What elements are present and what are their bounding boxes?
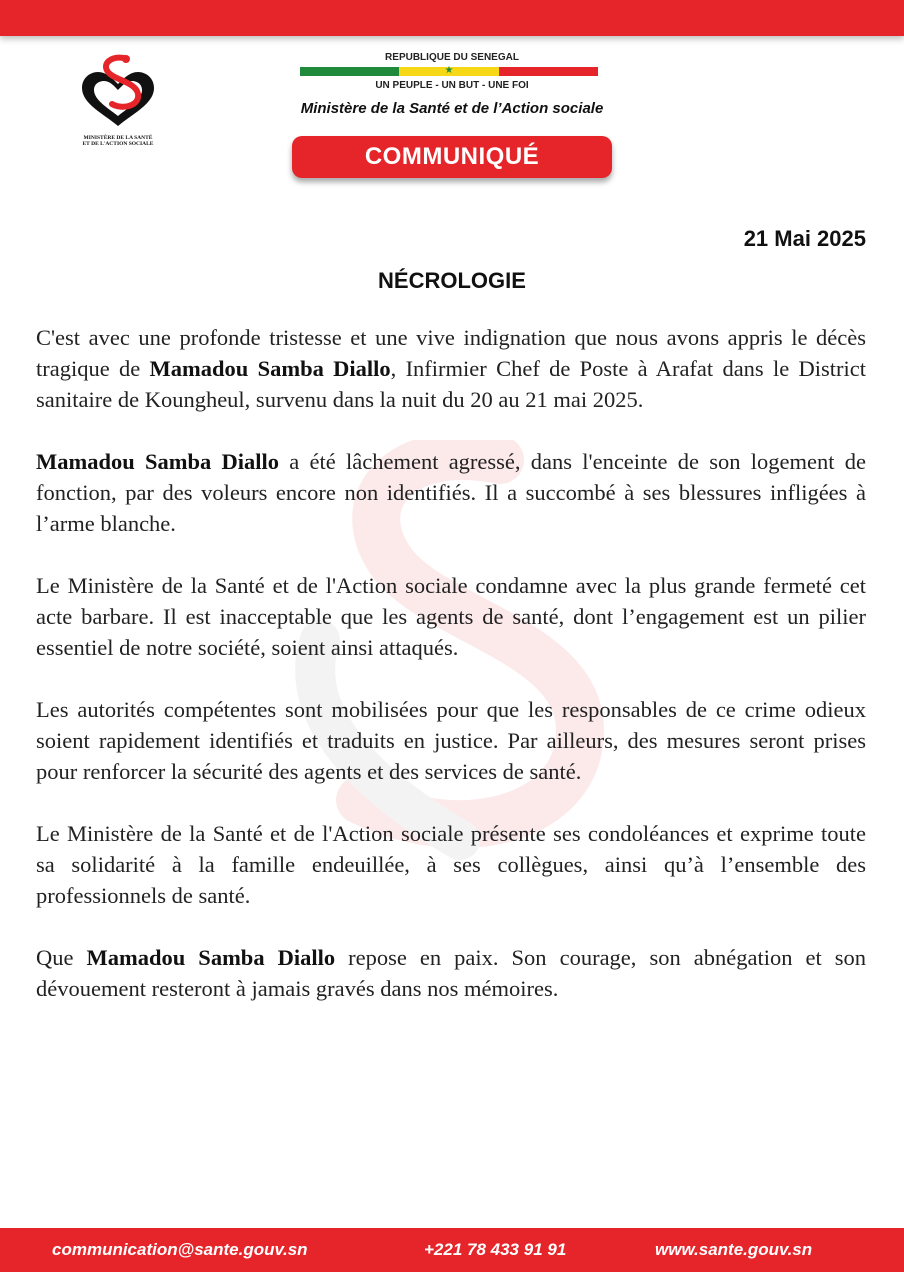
republic-label: REPUBLIQUE DU SENEGAL: [385, 52, 519, 63]
ministry-name: Ministère de la Santé et de l’Action sociale: [300, 100, 604, 117]
logo-caption-line-2: ET DE L'ACTION SOCIALE: [82, 141, 154, 147]
serpent-heart-icon: [74, 54, 162, 130]
deceased-name: Mamadou Samba Diallo: [149, 356, 391, 381]
deceased-name: Mamadou Samba Diallo: [36, 449, 280, 474]
communique-date: 21 Mai 2025: [743, 226, 866, 251]
paragraph-6-text-a: Que: [36, 945, 87, 970]
paragraph-1-text-a: C'est avec une profonde tristesse et une vive indignation que nous avons appris le décès tragique de: [36, 325, 866, 381]
flag-green-stripe: [300, 67, 399, 76]
paragraph-6-text-b: repose en paix. Son courage, son abnégation et son dévouement resteront à jamais gravés dans nos mémoires.: [36, 945, 866, 1001]
paragraph-5: Le Ministère de la Santé et de l'Action sociale présente ses condoléances et exprime toute sa solidarité à la famille endeuillée, à ses collègues, ainsi qu’à l’ensemble des professionnels de santé.: [36, 821, 866, 908]
paragraph-3: Le Ministère de la Santé et de l'Action sociale condamne avec la plus grande fermeté cet acte barbare. Il est inacceptable que les agents de santé, dont l’engagement est un pilier essentiel de notre société, soient ainsi attaqués.: [36, 573, 866, 660]
flag-red-stripe: [499, 67, 598, 76]
footer-bar: [0, 1228, 904, 1272]
document-title: NÉCROLOGIE: [378, 268, 526, 293]
paragraph-1-text-b: , Infirmier Chef de Poste à Arafat dans le District sanitaire de Koungheul, survenu dans la nuit du 20 au 21 mai 2025.: [36, 356, 866, 412]
flag-star-icon: ★: [444, 65, 454, 76]
footer-website-link[interactable]: www.sante.gouv.sn: [655, 1240, 813, 1259]
footer-phone[interactable]: +221 78 433 91 91: [424, 1240, 567, 1259]
flag-yellow-stripe: [399, 67, 498, 76]
paragraph-2-text: a été lâchement agressé, dans l'enceinte de son logement de fonction, par des voleurs encore non identifiés. Il a succombé à ses blessures infligées à l’arme blanche.: [36, 449, 866, 536]
paragraph-6: [36, 942, 866, 1004]
senegal-flag: [300, 67, 598, 76]
logo-caption-line-1: MINISTÈRE DE LA SANTÉ: [83, 135, 153, 141]
communique-badge: COMMUNIQUÉ: [292, 136, 612, 178]
paragraph-2: [36, 446, 866, 539]
footer-email-link[interactable]: communication@sante.gouv.sn: [52, 1240, 308, 1259]
national-motto: UN PEUPLE - UN BUT - UNE FOI: [375, 80, 529, 91]
paragraph-4: Les autorités compétentes sont mobilisées pour que les responsables de ce crime odieux soient rapidement identifiés et traduits en justice. Par ailleurs, des mesures seront prises pour renforcer la sécurité des agents et des services de santé.: [36, 697, 866, 784]
ministry-logo: [74, 54, 162, 154]
deceased-name: Mamadou Samba Diallo: [86, 945, 336, 970]
top-banner: [0, 0, 904, 36]
paragraph-1: [36, 322, 866, 415]
communique-body: [36, 322, 866, 1035]
